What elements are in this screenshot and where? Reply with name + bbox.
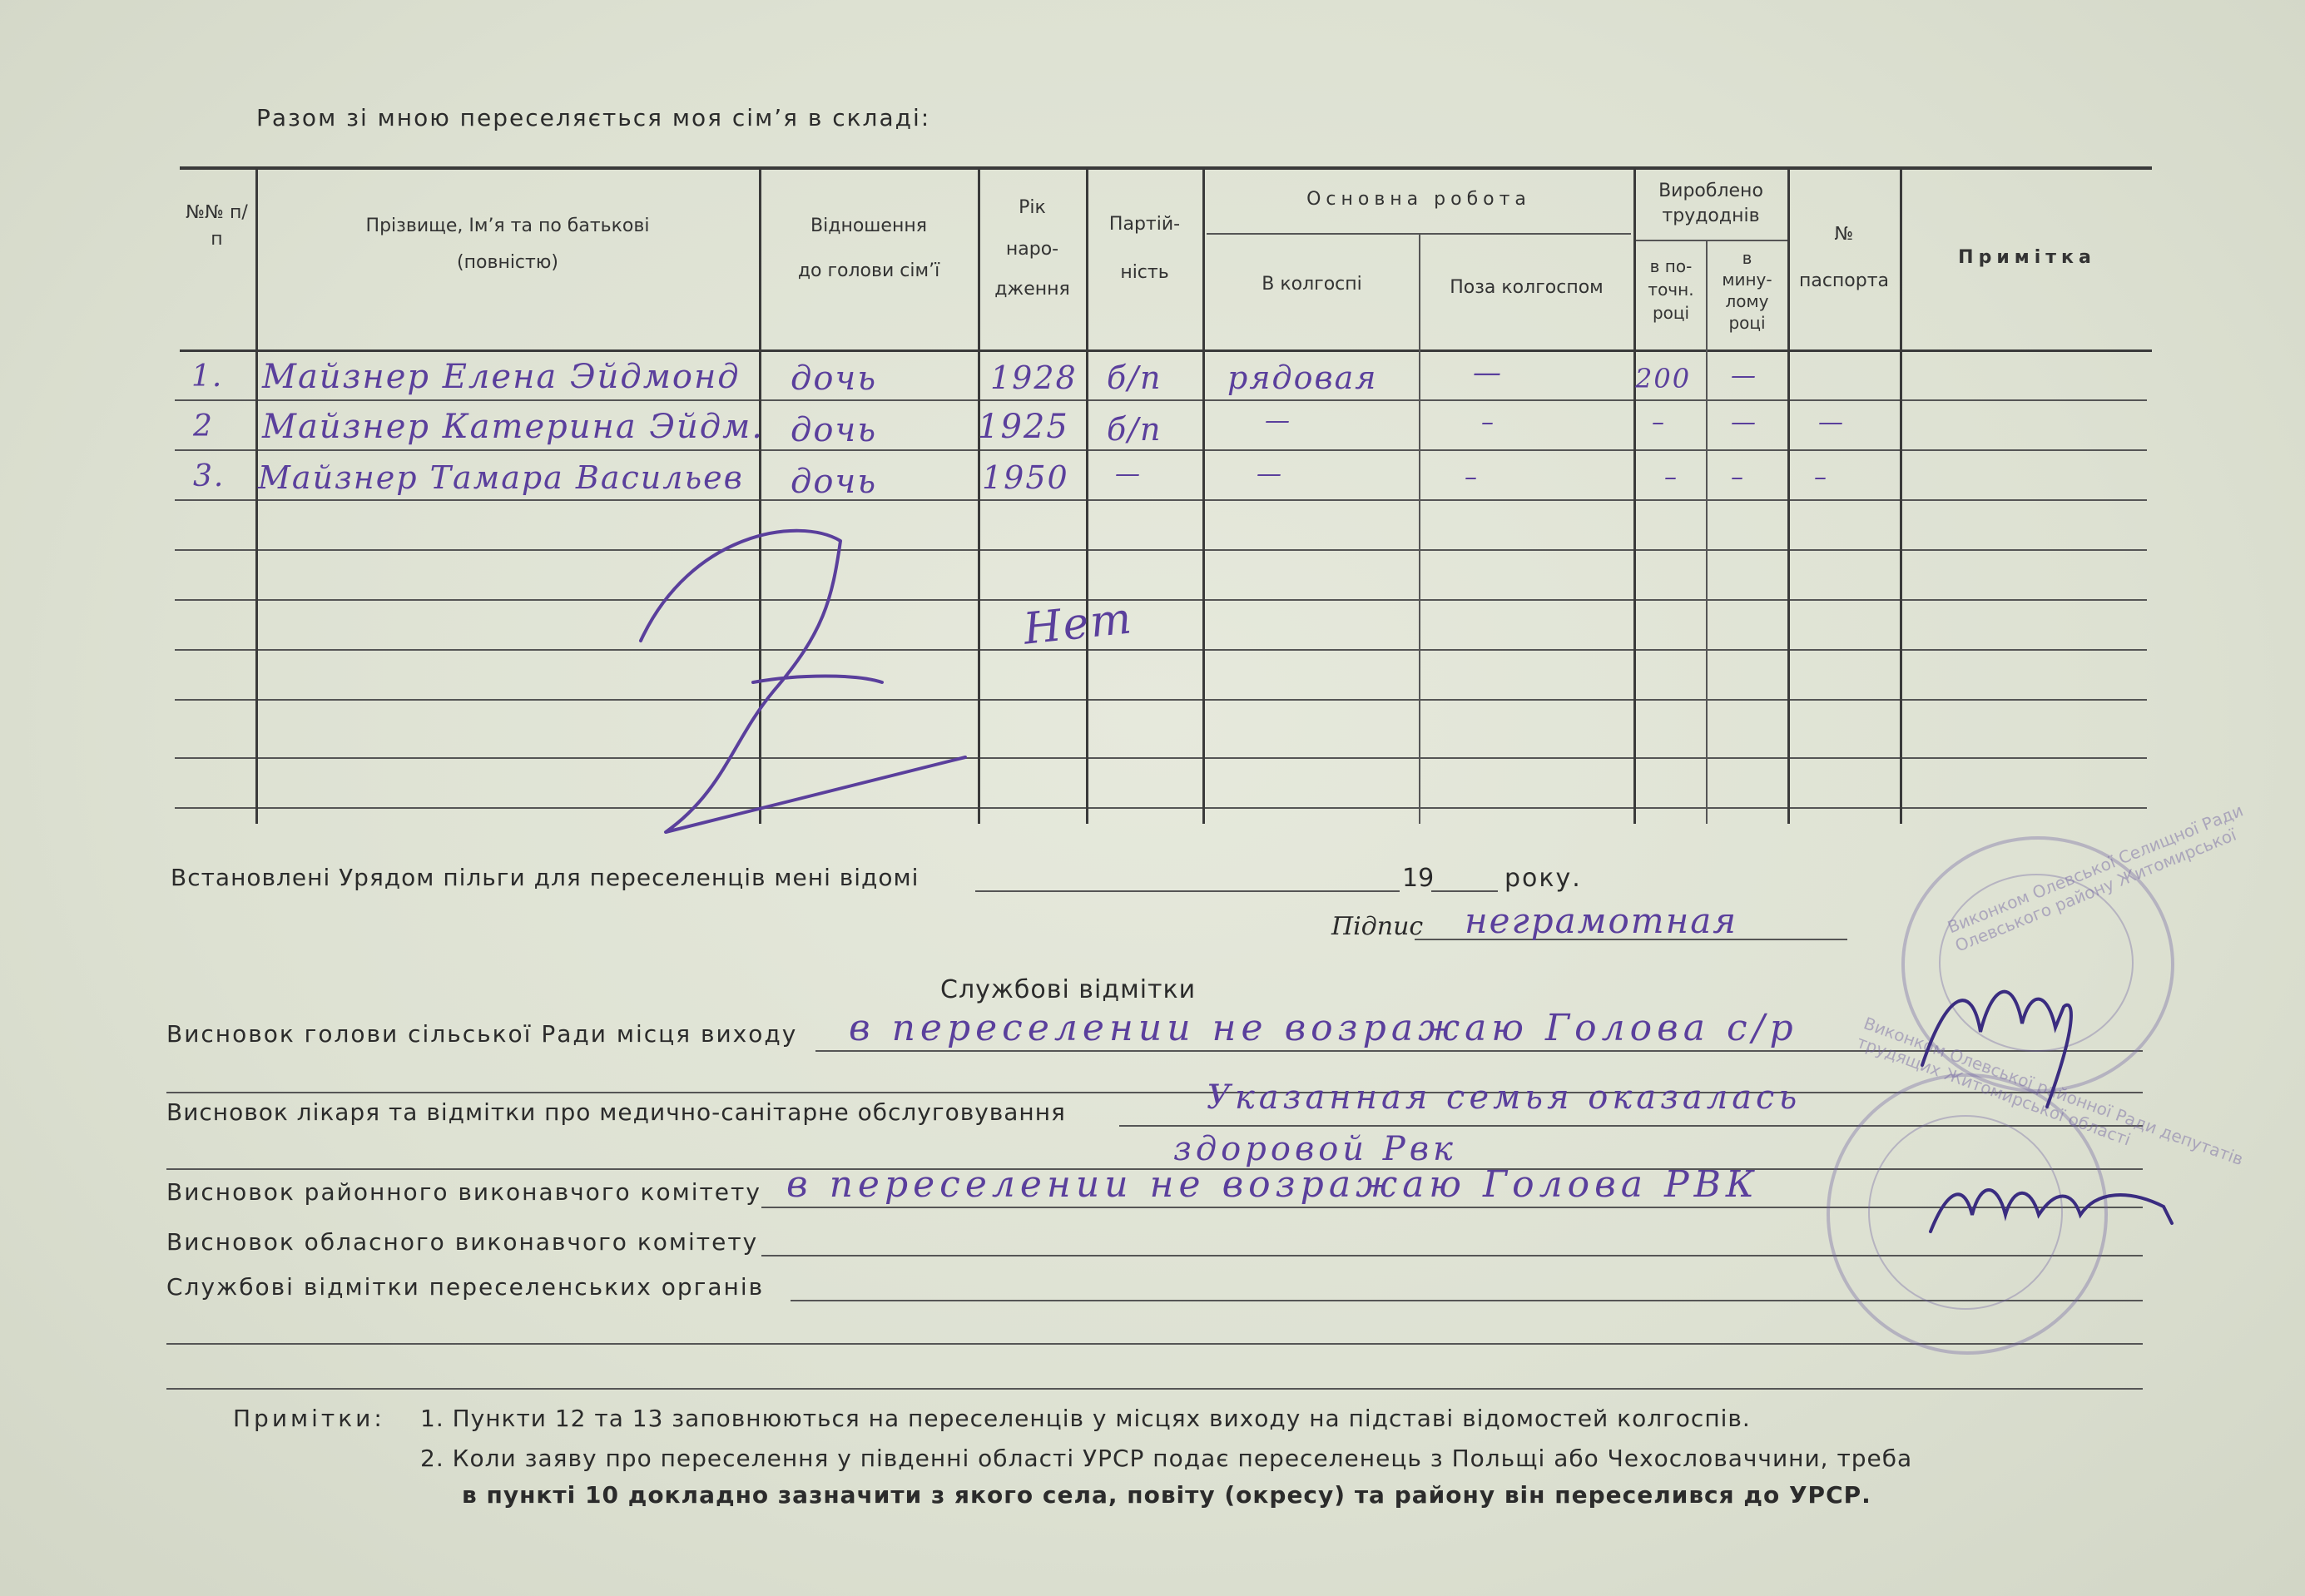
row-3-days-prev: –: [1731, 463, 1745, 492]
row-3-year: 1950: [982, 459, 1069, 496]
scribble-word: Нет: [1021, 593, 1136, 655]
row-3-party: —: [1115, 459, 1142, 488]
row-3-relation: дочь: [791, 463, 878, 501]
row-2-year: 1925: [978, 408, 1069, 446]
note-1: 1. Пункти 12 та 13 заповнюються на переселенців у місцях виходу на підставі відомостей колгоспів.: [420, 1405, 1751, 1432]
header-days-prev-2: мину-: [1722, 270, 1772, 290]
row-1-work-out: —: [1473, 356, 1503, 389]
header-party: Партій-: [1108, 214, 1181, 235]
row-3-passport: –: [1814, 463, 1828, 492]
header-year-3: дження: [994, 279, 1070, 300]
header-work-in: В колгоспі: [1262, 274, 1362, 295]
row-2-name: Майзнер Катерина Эйдм.: [262, 408, 765, 446]
row-3-name: Майзнер Тамара Васильев: [258, 459, 744, 496]
benefits-text: Встановлені Урядом пільги для переселенців мені відомі: [171, 864, 920, 891]
header-passport-sub: паспорта: [1798, 270, 1890, 291]
note-2-line-1: 2. Коли заяву про переселення у південні області УРСР подає переселенець з Польщі або Чехословаччини, треба: [420, 1445, 1913, 1472]
service-title: Службові відмітки: [940, 975, 1197, 1004]
signature-label: Підпис: [1331, 912, 1424, 941]
header-days: Вироблено: [1658, 181, 1763, 201]
doctor-value-1: Указанная семья оказалась: [1207, 1078, 1802, 1117]
row-1-party: б/п: [1107, 359, 1162, 396]
district-value: в переселении не возражаю Голова РВК: [786, 1163, 1759, 1206]
header-num: №№ п/п: [186, 202, 248, 250]
row-3-days-cur: –: [1664, 463, 1678, 492]
header-party-sub: ність: [1120, 262, 1169, 283]
row-2-relation: дочь: [791, 411, 878, 449]
village-value: в переселении не возражаю Голова с/р: [849, 1007, 1798, 1049]
intro-text: Разом зі мною переселяється моя сім’я в складі:: [256, 104, 931, 131]
header-days-prev-4: році: [1728, 313, 1766, 333]
benefits-year-prefix: 19: [1402, 864, 1435, 893]
row-2-days-prev: —: [1731, 408, 1757, 437]
header-name: Прізвище, Ім’я та по батькові: [365, 216, 650, 236]
doctor-label: Висновок лікаря та відмітки про медично-санітарне обслуговування: [166, 1098, 1066, 1126]
header-year-1: Рік: [1019, 197, 1046, 218]
row-1-relation: дочь: [791, 359, 878, 398]
row-2-work-out: –: [1481, 408, 1495, 437]
row-3-work-in: —: [1257, 459, 1283, 488]
header-days-sub: трудоднів: [1662, 206, 1760, 226]
doctor-value-2: здоровой Рвк: [1173, 1130, 1457, 1168]
row-2-num: 2: [193, 409, 214, 444]
row-3-work-out: –: [1465, 463, 1479, 492]
header-relation-sub: до голови сім’ї: [797, 260, 940, 281]
row-1-name: Майзнер Елена Эйдмонд: [262, 358, 741, 396]
header-days-prev-1: в: [1742, 248, 1752, 268]
header-work-out: Поза колгоспом: [1450, 277, 1604, 298]
benefits-year-suffix: року.: [1504, 864, 1582, 893]
oblast-label: Висновок обласного виконавчого комітету: [166, 1228, 759, 1256]
upper-stamp-text: Виконком Олевської Селищної Ради Олевського району Житомирської: [1945, 800, 2247, 956]
row-2-days-cur: –: [1652, 408, 1666, 437]
district-label: Висновок районного виконавчого комітету: [166, 1178, 761, 1206]
notes-label: Примітки:: [233, 1405, 385, 1432]
header-name-sub: (повністю): [457, 252, 558, 273]
header-year-2: наро-: [1005, 239, 1059, 260]
header-note: Примітка: [1958, 247, 2096, 268]
header-work: Основна робота: [1306, 189, 1531, 210]
header-passport: №: [1834, 224, 1854, 245]
organs-label: Службові відмітки переселенських органів: [166, 1273, 765, 1301]
header-relation: Відношення: [810, 216, 927, 236]
row-1-work-in: рядовая: [1227, 359, 1378, 396]
header-days-cur-3: році: [1652, 303, 1690, 323]
village-label: Висновок голови сільської Ради місця виходу: [166, 1020, 798, 1048]
header-days-cur-1: в по-: [1649, 256, 1693, 276]
row-2-passport: —: [1818, 408, 1845, 437]
lower-stamp-text: Виконком Олевської районної Ради депутатів трудящих Житомирської області: [1854, 1013, 2247, 1170]
signature-value: неграмотная: [1465, 900, 1738, 941]
header-days-cur-2: точн.: [1648, 280, 1694, 300]
note-2-line-2: в пункті 10 докладно зазначити з якого села, повіту (окресу) та району він переселився до УРСР.: [462, 1481, 1871, 1509]
row-2-party: б/п: [1107, 411, 1162, 448]
row-1-year: 1928: [990, 359, 1078, 396]
row-3-num: 3.: [193, 459, 226, 493]
row-1-num: 1.: [191, 359, 224, 394]
header-days-prev-3: лому: [1725, 291, 1769, 311]
row-1-days-cur: 200: [1635, 363, 1692, 394]
row-2-work-in: —: [1265, 406, 1291, 435]
row-1-days-prev: —: [1731, 361, 1757, 390]
